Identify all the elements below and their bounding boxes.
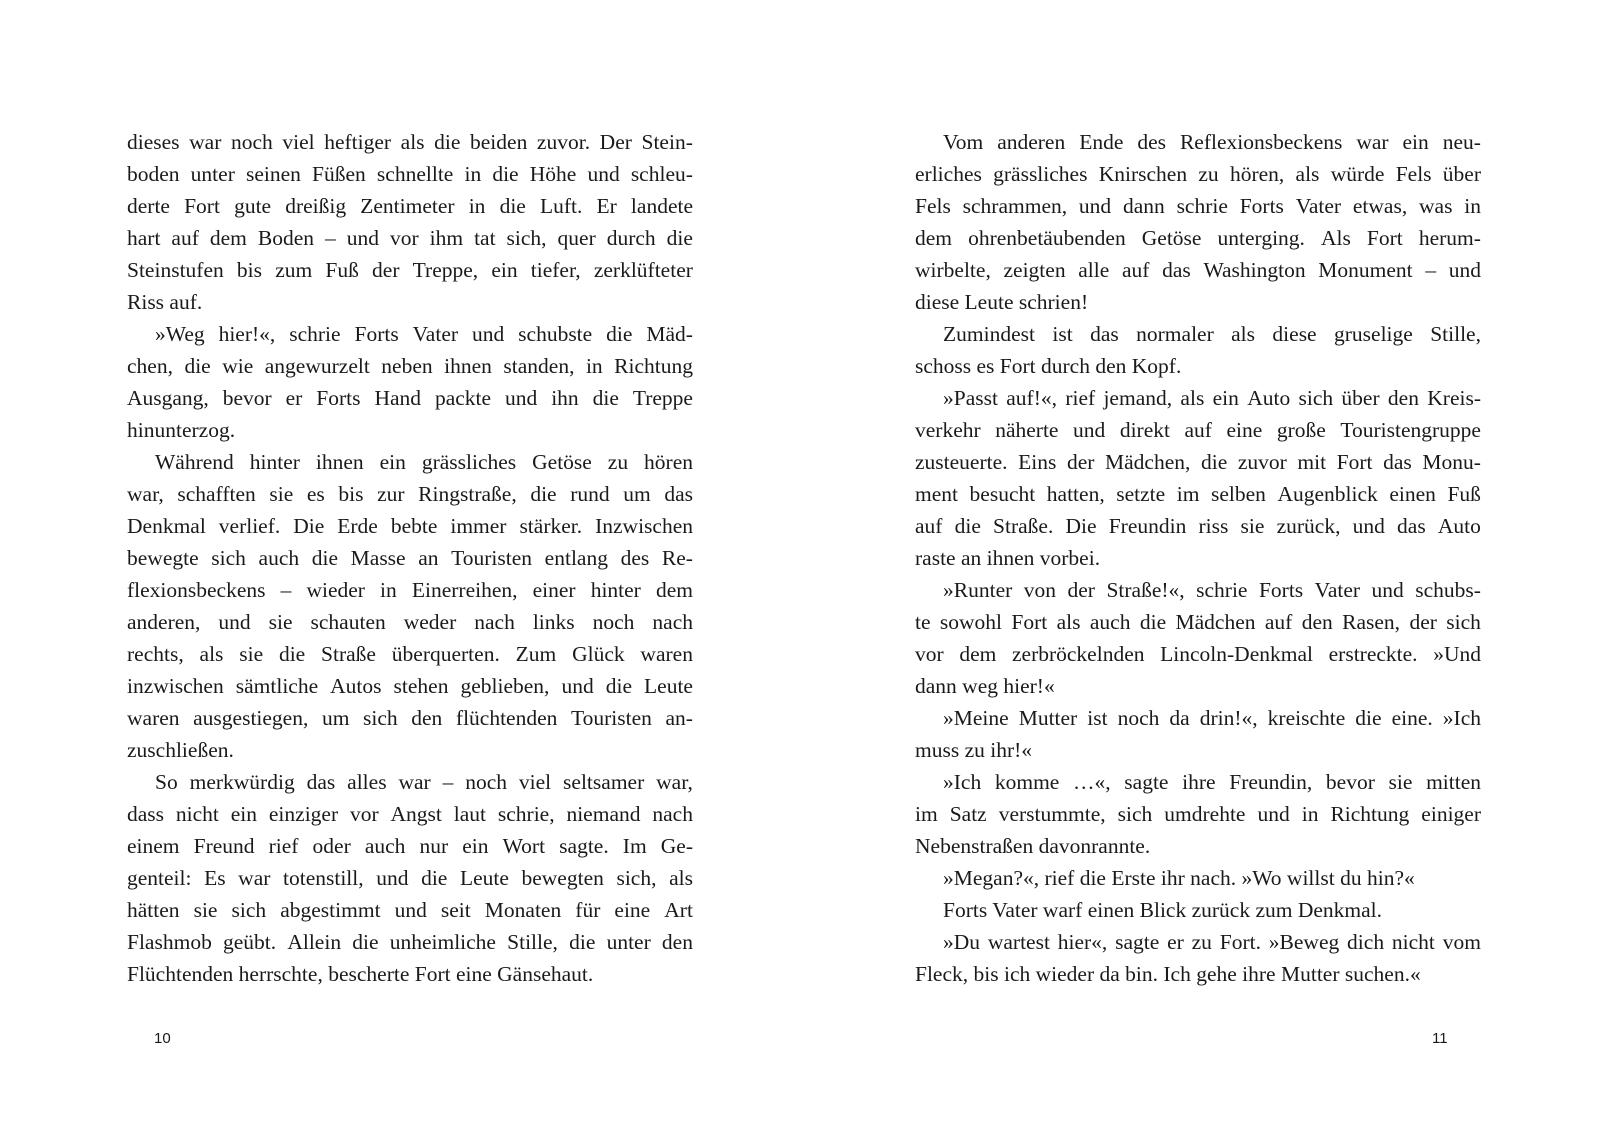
text-line: Ausgang, bevor er Forts Hand packte und ihn die Treppe: [127, 386, 693, 410]
text-line: Nebenstraßen davonrannte.: [915, 834, 1151, 858]
text-line: Flashmob geübt. Allein die unheimliche Stille, die unter den: [127, 930, 693, 954]
text-line: Forts Vater warf einen Blick zurück zum Denkmal.: [943, 898, 1383, 922]
text-line: muss zu ihr!«: [915, 738, 1033, 762]
text-line: erliches grässliches Knirschen zu hören, als würde Fels über: [915, 162, 1481, 186]
text-line: hätten sie sich abgestimmt und seit Monaten für eine Art: [127, 898, 693, 922]
text-line: »Passt auf!«, rief jemand, als ein Auto sich über den Kreis-: [943, 386, 1481, 410]
text-line: Denkmal verlief. Die Erde bebte immer stärker. Inzwischen: [127, 514, 693, 538]
text-line: schoss es Fort durch den Kopf.: [915, 354, 1182, 378]
text-line: Fleck, bis ich wieder da bin. Ich gehe ihre Mutter suchen.«: [915, 962, 1421, 986]
text-line: Riss auf.: [127, 290, 203, 314]
text-line: chen, die wie angewurzelt neben ihnen standen, in Richtung: [127, 354, 693, 378]
text-line: vor dem zerbröckelnden Lincoln-Denkmal erstreckte. »Und: [915, 642, 1481, 666]
text-line: ment besucht hatten, setzte im selben Augenblick einen Fuß: [915, 482, 1481, 506]
text-line: »Du wartest hier«, sagte er zu Fort. »Beweg dich nicht vom: [943, 930, 1481, 954]
text-line: zuschließen.: [127, 738, 234, 762]
text-line: bewegte sich auch die Masse an Touristen entlang des Re-: [127, 546, 693, 570]
text-line: »Meine Mutter ist noch da drin!«, kreischte die eine. »Ich: [943, 706, 1481, 730]
text-line: war, schafften sie es bis zur Ringstraße, die rund um das: [127, 482, 693, 506]
text-line: Zumindest ist das normaler als diese gruselige Stille,: [943, 322, 1481, 346]
text-line: dieses war noch viel heftiger als die beiden zuvor. Der Stein-: [127, 130, 693, 154]
text-line: flexionsbeckens – wieder in Einerreihen, einer hinter dem: [127, 578, 693, 602]
text-line: »Runter von der Straße!«, schrie Forts Vater und schubs-: [943, 578, 1481, 602]
page-number-left: 10: [154, 1030, 171, 1047]
text-line: diese Leute schrien!: [915, 290, 1089, 314]
page-number-right: 11: [1432, 1030, 1448, 1047]
text-line: im Satz verstummte, sich umdrehte und in Richtung einiger: [915, 802, 1481, 826]
text-line: waren ausgestiegen, um sich den flüchtenden Touristen an-: [127, 706, 693, 730]
text-line: raste an ihnen vorbei.: [915, 546, 1101, 570]
left-page-text: [127, 126, 693, 990]
text-line: rechts, als sie die Straße überquerten. Zum Glück waren: [127, 642, 693, 666]
text-line: derte Fort gute dreißig Zentimeter in die Luft. Er landete: [127, 194, 693, 218]
text-line: Flüchtenden herrschte, bescherte Fort eine Gänsehaut.: [127, 962, 594, 986]
text-line: verkehr näherte und direkt auf eine große Touristengruppe: [915, 418, 1481, 442]
text-line: hinunterzog.: [127, 418, 236, 442]
text-line: »Weg hier!«, schrie Forts Vater und schubste die Mäd-: [155, 322, 693, 346]
text-line: Vom anderen Ende des Reflexionsbeckens war ein neu-: [943, 130, 1481, 154]
text-line: »Megan?«, rief die Erste ihr nach. »Wo willst du hin?«: [943, 866, 1415, 890]
text-line: So merkwürdig das alles war – noch viel seltsamer war,: [155, 770, 693, 794]
text-line: »Ich komme …«, sagte ihre Freundin, bevor sie mitten: [943, 770, 1481, 794]
text-line: genteil: Es war totenstill, und die Leute bewegten sich, als: [127, 866, 693, 890]
right-page-text: [915, 126, 1481, 990]
text-line: Fels schrammen, und dann schrie Forts Vater etwas, was in: [915, 194, 1481, 218]
text-line: inzwischen sämtliche Autos stehen geblieben, und die Leute: [127, 674, 693, 698]
text-line: auf die Straße. Die Freundin riss sie zurück, und das Auto: [915, 514, 1481, 538]
text-line: dem ohrenbetäubenden Getöse unterging. Als Fort herum-: [915, 226, 1481, 250]
text-line: Steinstufen bis zum Fuß der Treppe, ein tiefer, zerklüfteter: [127, 258, 693, 282]
text-line: te sowohl Fort als auch die Mädchen auf den Rasen, der sich: [915, 610, 1481, 634]
text-line: anderen, und sie schauten weder nach links noch nach: [127, 610, 693, 634]
text-line: dann weg hier!«: [915, 674, 1055, 698]
text-line: zusteuerte. Eins der Mädchen, die zuvor mit Fort das Monu-: [915, 450, 1481, 474]
text-line: wirbelte, zeigten alle auf das Washington Monument – und: [915, 258, 1481, 282]
text-line: boden unter seinen Füßen schnellte in die Höhe und schleu-: [127, 162, 693, 186]
text-line: dass nicht ein einziger vor Angst laut schrie, niemand nach: [127, 802, 693, 826]
text-line: einem Freund rief oder auch nur ein Wort sagte. Im Ge-: [127, 834, 693, 858]
text-line: hart auf dem Boden – und vor ihm tat sich, quer durch die: [127, 226, 693, 250]
text-line: Während hinter ihnen ein grässliches Getöse zu hören: [155, 450, 693, 474]
